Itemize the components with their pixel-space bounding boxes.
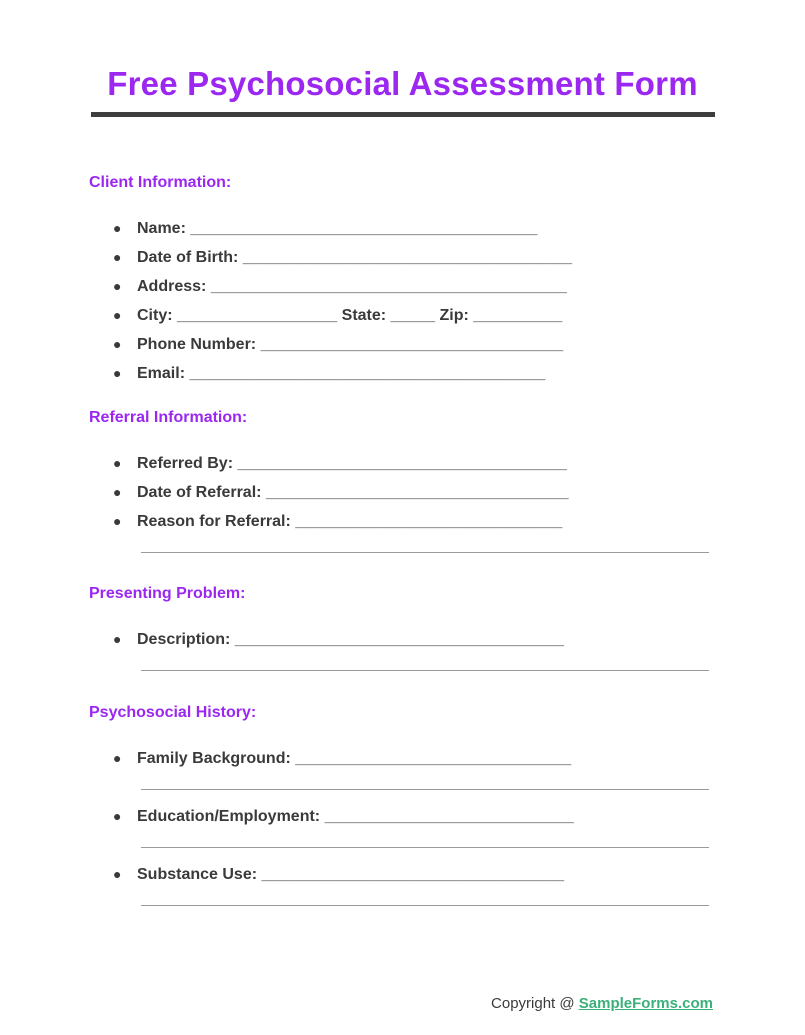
email-label: Email: xyxy=(137,365,186,382)
referral-reason-line[interactable] xyxy=(141,552,709,553)
referral-info-heading: Referral Information: xyxy=(89,409,248,426)
title-divider xyxy=(91,112,715,117)
referral-date-label: Date of Referral: xyxy=(137,484,262,501)
bullet-icon: ● xyxy=(113,750,122,766)
email-field[interactable]: ● Email: ________________________________________ xyxy=(113,365,546,382)
bullet-icon: ● xyxy=(113,808,122,824)
phone-field[interactable]: ● Phone Number: __________________________________ xyxy=(113,336,564,353)
referred-by-label: Referred By: xyxy=(137,455,234,472)
bullet-icon: ● xyxy=(113,484,122,500)
bullet-icon: ● xyxy=(113,278,122,294)
name-label: Name: xyxy=(137,220,186,237)
dob-field[interactable]: ● Date of Birth: _____________________________________ xyxy=(113,249,573,266)
referred-by-field[interactable]: ● Referred By: _____________________________________ xyxy=(113,455,567,472)
description-label: Description: xyxy=(137,631,231,648)
bullet-icon: ● xyxy=(113,455,122,471)
footer xyxy=(491,994,713,1014)
bullet-icon: ● xyxy=(113,365,122,381)
bullet-icon: ● xyxy=(113,220,122,236)
substance-use-line[interactable] xyxy=(141,905,709,906)
family-background-field[interactable]: ● Family Background: _______________________________ xyxy=(113,750,572,767)
family-background-label: Family Background: xyxy=(137,750,291,767)
referral-date-field[interactable]: ● Date of Referral: __________________________________ xyxy=(113,484,569,501)
family-background-line[interactable] xyxy=(141,789,709,790)
substance-use-label: Substance Use: xyxy=(137,866,258,883)
bullet-icon: ● xyxy=(113,631,122,647)
bullet-icon: ● xyxy=(113,336,122,352)
page-title: Free Psychosocial Assessment Form xyxy=(107,65,698,102)
phone-label: Phone Number: xyxy=(137,336,257,353)
name-field[interactable]: ● Name: _______________________________________ xyxy=(113,220,538,237)
address-field[interactable]: ● Address: ________________________________________ xyxy=(113,278,567,295)
psychosocial-history-heading: Psychosocial History: xyxy=(89,704,257,721)
substance-use-field[interactable]: ● Substance Use: __________________________________ xyxy=(113,866,565,883)
description-line[interactable] xyxy=(141,670,709,671)
client-info-heading: Client Information: xyxy=(89,174,232,191)
brand-link[interactable]: SampleForms.com xyxy=(578,995,713,1012)
bullet-icon: ● xyxy=(113,249,122,265)
city-label: City: xyxy=(137,307,173,324)
state-label: State: xyxy=(341,307,387,324)
city-state-zip-field[interactable]: ● City: __________________ State: _____ Zip: __________ xyxy=(113,307,563,324)
bullet-icon: ● xyxy=(113,307,122,323)
description-field[interactable]: ● Description: _____________________________________ xyxy=(113,631,565,648)
education-field[interactable]: ● Education/Employment: ____________________________ xyxy=(113,808,574,825)
education-label: Education/Employment: xyxy=(137,808,321,825)
bullet-icon: ● xyxy=(113,866,122,882)
address-label: Address: xyxy=(137,278,207,295)
presenting-problem-heading: Presenting Problem: xyxy=(89,585,246,602)
bullet-icon: ● xyxy=(113,513,122,529)
referral-reason-field[interactable]: ● Reason for Referral: ______________________________ xyxy=(113,513,563,530)
referral-reason-label: Reason for Referral: xyxy=(137,513,291,530)
dob-label: Date of Birth: xyxy=(137,249,239,266)
education-line[interactable] xyxy=(141,847,709,848)
zip-label: Zip: xyxy=(439,307,469,324)
copyright-text: Copyright @ xyxy=(491,995,579,1012)
